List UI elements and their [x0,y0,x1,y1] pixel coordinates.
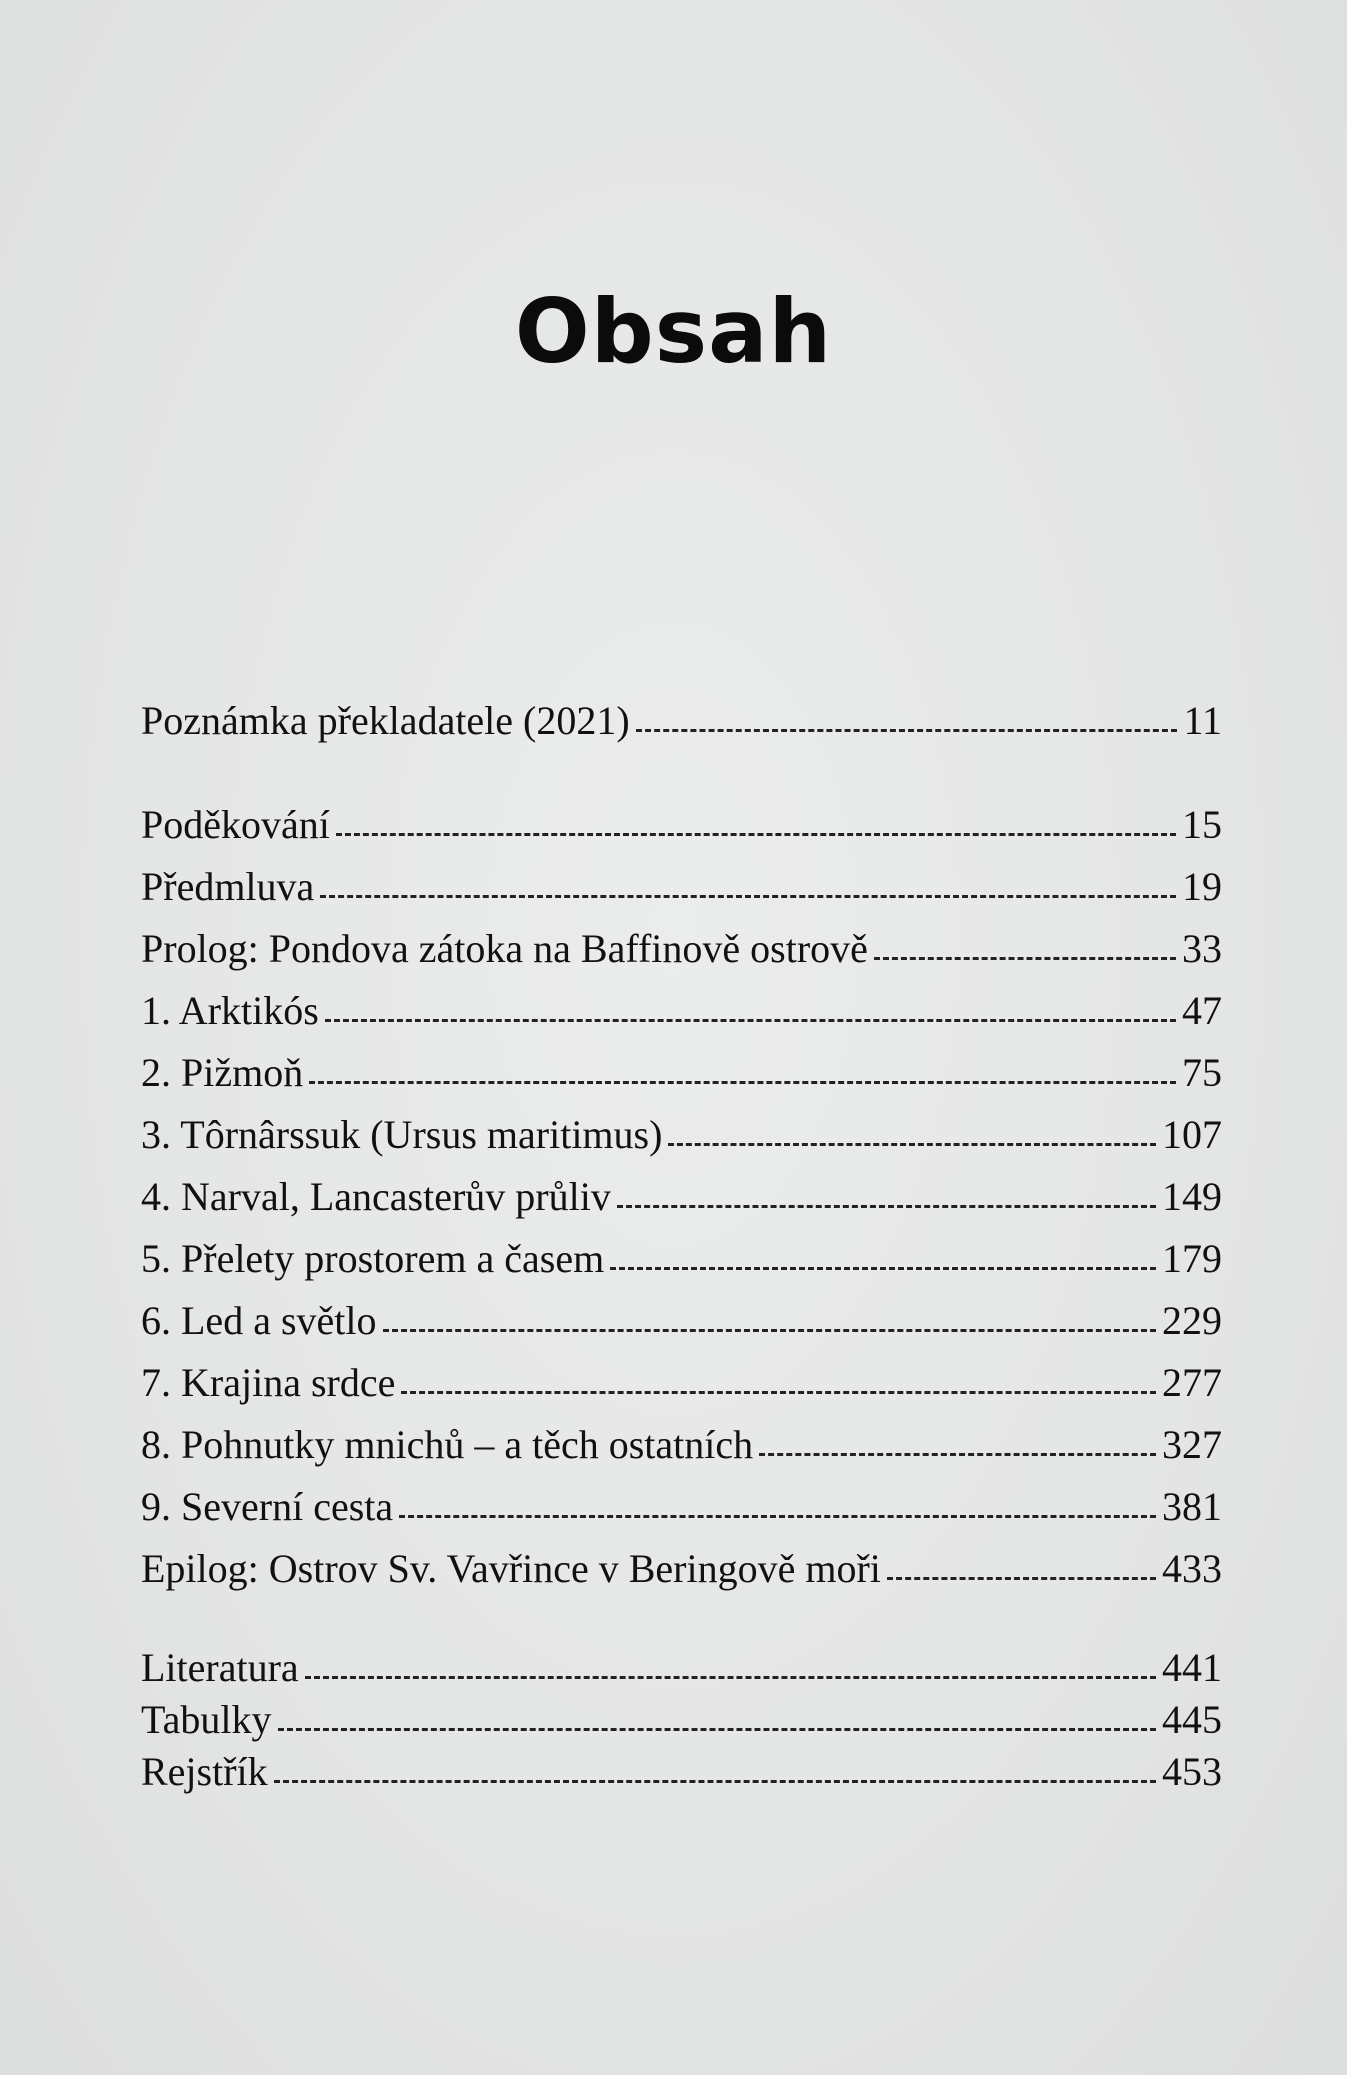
toc-entry-page-number: 15 [1182,802,1222,847]
dot-leader [874,957,1176,960]
toc-entry-title: 8. Pohnutky mnichů – a těch ostatních [141,1422,754,1467]
toc-entry-page-number: 33 [1182,926,1222,971]
toc-entry-page-number: 381 [1162,1484,1222,1529]
dot-leader [668,1143,1156,1146]
dot-leader [274,1780,1156,1783]
dot-leader [325,1019,1176,1022]
dot-leader [401,1391,1156,1394]
toc-entry-title: 1. Arktikós [141,988,319,1033]
toc-entry [141,794,1222,856]
toc-entry [141,1694,1222,1746]
page-title: Obsah [514,280,833,383]
toc-group-main [141,794,1222,1600]
toc-entry-title: Předmluva [141,864,315,909]
toc-entry-title: Poděkování [141,802,330,847]
dot-leader [336,833,1176,836]
toc-entry [141,918,1222,980]
toc-entry-title: 4. Narval, Lancasterův průliv [141,1174,611,1219]
toc-entry-title: Tabulky [141,1697,272,1742]
toc-entry [141,1042,1222,1104]
toc-entry [141,980,1222,1042]
dot-leader [309,1081,1176,1084]
toc-entry-page-number: 277 [1162,1360,1222,1405]
dot-leader [278,1728,1156,1731]
toc-entry-page-number: 327 [1162,1422,1222,1467]
toc-entry [141,1166,1222,1228]
toc-entry-title: Rejstřík [141,1749,268,1794]
toc-entry [141,1746,1222,1798]
toc-entry [141,690,1222,752]
toc-entry [141,1352,1222,1414]
toc-entry-title: 3. Tôrnârssuk (Ursus maritimus) [141,1112,663,1157]
toc-entry-page-number: 445 [1162,1697,1222,1742]
dot-leader [399,1515,1156,1518]
toc-entry-title: Epilog: Ostrov Sv. Vavřince v Beringově moři [141,1546,881,1591]
toc-entry [141,856,1222,918]
dot-leader [617,1205,1156,1208]
toc-entry-title: 5. Přelety prostorem a časem [141,1236,605,1281]
toc-entry-title: Prolog: Pondova zátoka na Baffinově ostrově [141,926,868,971]
dot-leader [610,1267,1156,1270]
toc-entry-page-number: 11 [1183,698,1222,743]
dot-leader [305,1676,1156,1679]
toc-spacer [141,1600,1222,1642]
dot-leader [759,1453,1156,1456]
dot-leader [636,729,1178,732]
toc-entry-page-number: 47 [1182,988,1222,1033]
toc-entry [141,1476,1222,1538]
toc-entry-title: Poznámka překladatele (2021) [141,698,630,743]
toc-entry [141,1414,1222,1476]
toc-entry-page-number: 441 [1162,1645,1222,1690]
toc-entry-page-number: 433 [1162,1546,1222,1591]
toc-entry-title: Literatura [141,1645,299,1690]
toc-entry-page-number: 19 [1182,864,1222,909]
toc-entry [141,1104,1222,1166]
toc-entry-page-number: 149 [1162,1174,1222,1219]
dot-leader [320,895,1176,898]
toc-entry-title: 7. Krajina srdce [141,1360,396,1405]
toc-entry-page-number: 229 [1162,1298,1222,1343]
toc-entry-page-number: 179 [1162,1236,1222,1281]
toc-spacer [141,752,1222,794]
toc-entry-title: 9. Severní cesta [141,1484,394,1529]
toc-entry-title: 6. Led a světlo [141,1298,377,1343]
dot-leader [887,1577,1156,1580]
toc-entry-page-number: 453 [1162,1749,1222,1794]
dot-leader [383,1329,1157,1332]
toc-entry-page-number: 107 [1162,1112,1222,1157]
toc-entry-page-number: 75 [1182,1050,1222,1095]
toc-entry [141,1642,1222,1694]
toc-group-end [141,1642,1222,1798]
toc-entry [141,1228,1222,1290]
toc-group-intro [141,690,1222,752]
table-of-contents [141,690,1222,1798]
toc-entry [141,1538,1222,1600]
toc-entry [141,1290,1222,1352]
toc-entry-title: 2. Pižmoň [141,1050,304,1095]
